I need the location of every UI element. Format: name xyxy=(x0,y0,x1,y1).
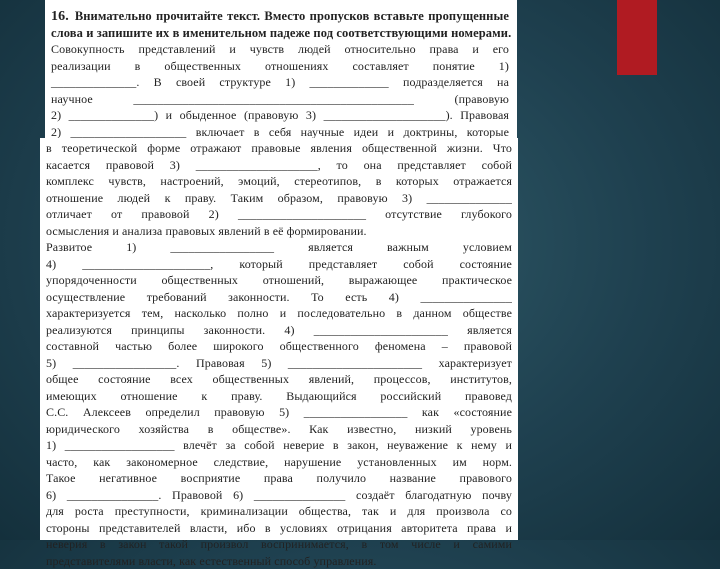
text-line: характеризуется тем, насколько полно и последовательно в данном обществе xyxy=(46,305,512,322)
text-line: в теоретической форме отражают правовые явления общественной жизни. Что xyxy=(46,140,512,157)
text-line: реализуются принципы законности. 4) ______________________ является xyxy=(46,322,512,339)
text-line: осмысления и анализа правовых явлений в её формировании. xyxy=(46,223,512,240)
text-line: упорядоченности общественных отношений, выражающее практическое xyxy=(46,272,512,289)
text-line: научное ______________________________________________ (правовую xyxy=(51,91,509,108)
red-accent-bar xyxy=(617,0,657,75)
text-line: 2) ______________) и обыденное (правовую 3) ____________________). Правовая xyxy=(51,107,509,124)
text-line: 1) __________________ влечёт за собой неверие в закон, неуважение к нему и xyxy=(46,437,512,454)
text-line: общее состояние всех общественных явлений, процессов, институтов, xyxy=(46,371,512,388)
text-line: для роста преступности, криминализации общества, так и для произвола со xyxy=(46,503,512,520)
task-number: 16. xyxy=(51,9,69,24)
text-line: 2) ___________________ включает в себя научные идеи и доктрины, которые xyxy=(51,124,509,141)
document-page-main xyxy=(40,138,518,540)
text-line: имеющих отношение к праву. Выдающийся российский правовед xyxy=(46,388,512,405)
text-line: осуществление требований законности. То есть 4) _______________ xyxy=(46,289,512,306)
text-line: комплекс чувств, настроений, эмоций, стереотипов, в которых отражается xyxy=(46,173,512,190)
text-line: 5) _________________. Правовая 5) ______________________ характеризует xyxy=(46,355,512,372)
text-line: отличает от правовой 2) _____________________ отсутствие глубокого xyxy=(46,206,512,223)
text-line: С.С. Алексеев определил правовую 5) _________________ как «состояние xyxy=(46,404,512,421)
text-line: касается правовой 3) ____________________, то она представляет собой xyxy=(46,157,512,174)
text-line: представителями власти, как естественный способ управления. xyxy=(46,553,512,569)
text-line: 6) _______________. Правовой 6) _______________ создаёт благодатную почву xyxy=(46,487,512,504)
text-line: Развитое 1) _________________ является важным условием xyxy=(46,239,512,256)
text-line: 4) _____________________, который представляет собой состояние xyxy=(46,256,512,273)
task-heading-text: Внимательно прочитайте текст. Вместо пропусков вставьте пропущенные xyxy=(75,9,509,23)
text-line: реализации в общественных отношениях составляет понятие 1) xyxy=(51,58,509,75)
task-heading-line-1 xyxy=(51,8,509,25)
text-line: Такое негативное восприятие права получило название правового xyxy=(46,470,512,487)
text-line: стороны представителей власти, ибо в условиях отрицания авторитета права и xyxy=(46,520,512,537)
task-heading-line-2: слова и запишите их в именительном падеже под соответствующими номерами. xyxy=(51,25,509,42)
text-line: юридического хозяйства в обществе». Как известно, низкий уровень xyxy=(46,421,512,438)
text-line: неверия в закон такой произвол воспринимается, в том числе и самими xyxy=(46,536,512,553)
text-line: часто, как закономерное следствие, нарушение установленных им норм. xyxy=(46,454,512,471)
text-line: Совокупность представлений и чувств людей относительно права и его xyxy=(51,41,509,58)
text-line: отношение людей к праву. Таким образом, правовую 3) ______________ xyxy=(46,190,512,207)
text-line: ______________. В своей структуре 1) _____________ подразделяется на xyxy=(51,74,509,91)
text-line: составной частью более широкого общественного феномена – правовой xyxy=(46,338,512,355)
document-page-top xyxy=(45,0,517,140)
